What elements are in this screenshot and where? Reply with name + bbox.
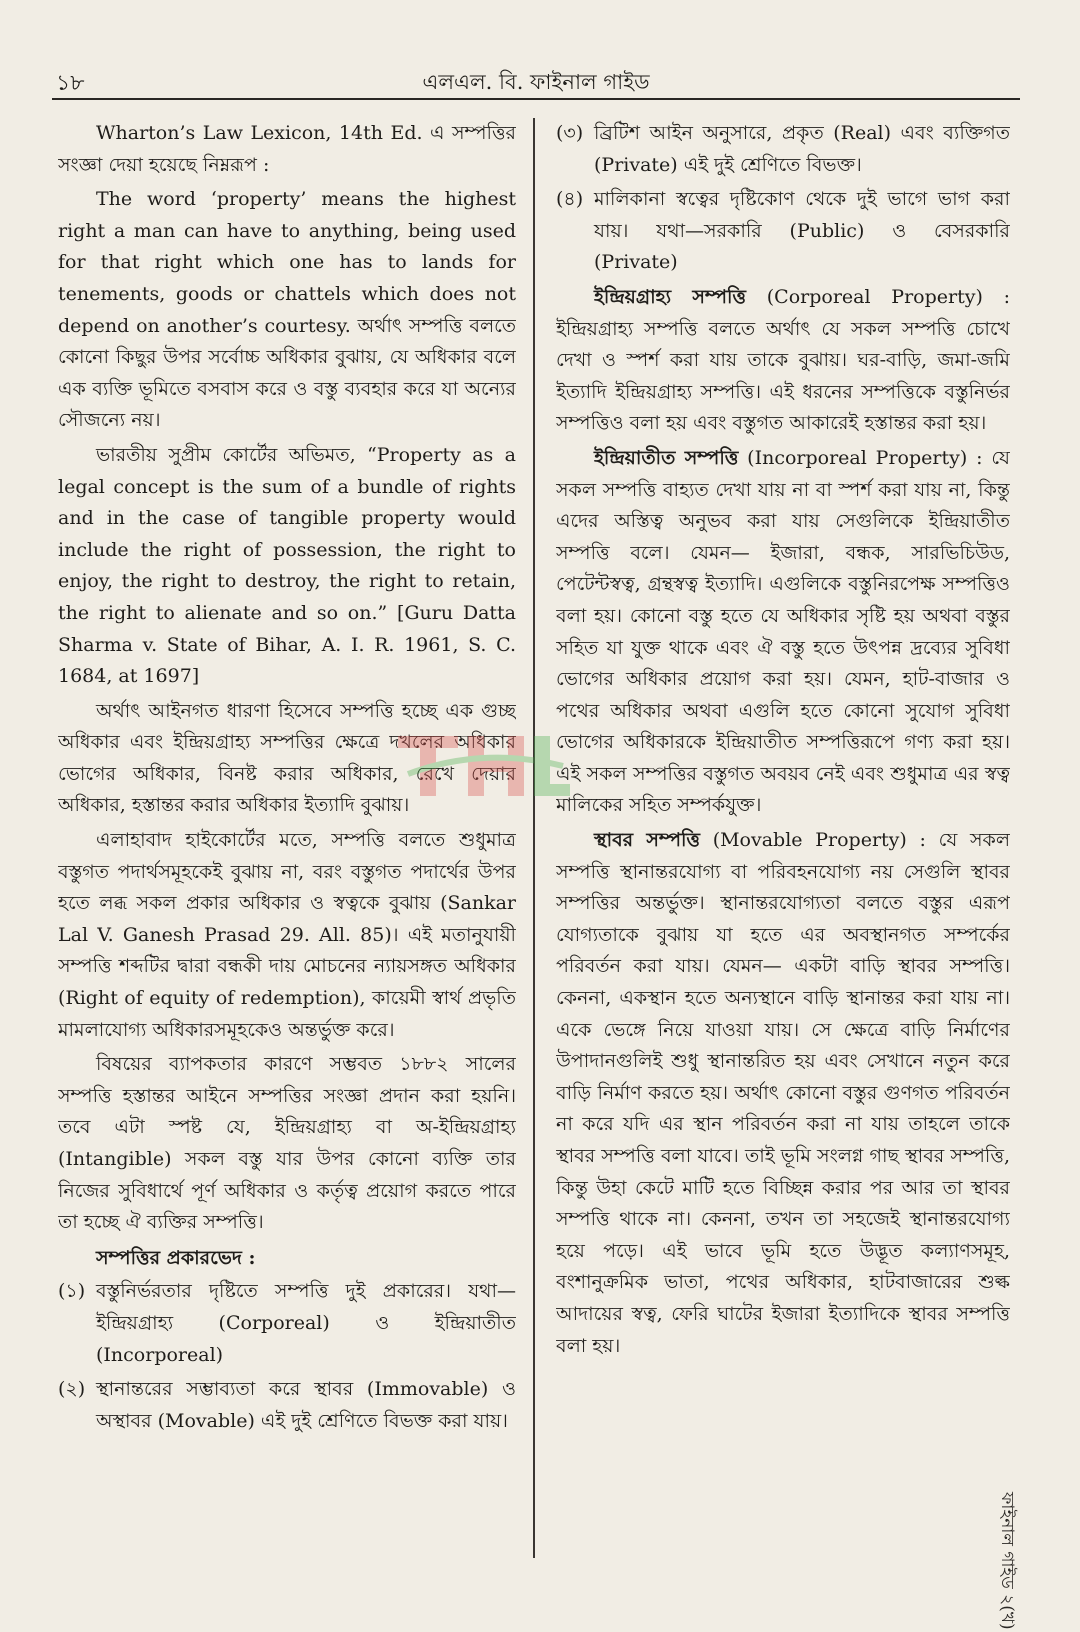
list-item [556, 118, 1010, 181]
list-number: (৪) [556, 188, 584, 211]
running-title: এলএল. বি. ফাইনাল গাইড [422, 70, 650, 94]
list-number: (২) [58, 1378, 86, 1401]
section-heading-types: সম্পত্তির প্রকারভেদ : [96, 1246, 256, 1269]
text-immovable: (Movable Property) : যে সকল সম্পত্তি স্থানান্তরযোগ্য বা পরিবহনযোগ্য নয় সেগুলি স্থাবর সম্পত্তির অন্তর্ভুক্ত। স্থানান্তরযোগ্যতা বলতে বস্তুর এরূপ যোগ্যতাকে বুঝায় যা হতে এর অবস্থানগত সম্পর্কের পরিবর্তন করা যায়। যেমন— একটা বাড়ি স্থাবর সম্পত্তি। কেননা, একস্থান হতে অন্যস্থানে বাড়ি স্থানান্তর করা যায় না। একে ভেঙ্গে নিয়ে যাওয়া যায়। সে ক্ষেত্রে বাড়ি নির্মাণের উপাদানগুলিই শুধু স্থানান্তরিত হয় এবং সেখানে নতুন করে বাড়ি নির্মাণ করতে হয়। অর্থাৎ কোনো বস্তুর গুণগত পরিবর্তন না করে যদি এর স্থান পরিবর্তন করা না যায় তাহলে তাকে স্থাবর সম্পত্তি বলা যাবে। তাই ভূমি সংলগ্ন গাছ স্থাবর সম্পত্তি, কিন্তু উহা কেটে মাটি হতে বিচ্ছিন্ন করার পর আর তা স্থাবর সম্পত্তি থাকে না। কেননা, তখন তা সহজেই স্থানান্তরযোগ্য হয়ে পড়ে। এই ভাবে ভূমি হতে উদ্ভূত কল্যাণসমূহ, বংশানুক্রমিক ভাতা, পথের অধিকার, হাটবাজারের শুল্ক আদায়ের স্বত্ব, ফেরি ঘাটের ইজারা ইত্যাদিকে স্থাবর সম্পত্তি বলা হয়। [556, 829, 1010, 1357]
side-label-text: ফাইনাল গাইড ২(খ) [997, 1492, 1017, 1630]
paragraph-transfer-act: বিষয়ের ব্যাপকতার কারণে সম্ভবত ১৮৮২ সালের সম্পত্তি হস্তান্তর আইনে সম্পত্তির সংজ্ঞা প্রদান করা হয়নি। তবে এটা স্পষ্ট যে, ইন্দ্রিয়গ্রাহ্য বা অ-ইন্দ্রিয়গ্রাহ্য (Intangible) সকল বস্তু যার উপর কোনো ব্যক্তি তার নিজের সুবিধার্থে পূর্ণ অধিকার ও কর্তৃত্ব প্রয়োগ করতে পারে তা হচ্ছে ঐ ব্যক্তির সম্পত্তি। [58, 1053, 516, 1234]
paragraph-allahabad-court: এলাহাবাদ হাইকোর্টের মতে, সম্পত্তি বলতে শুধুমাত্র বস্তুগত পদার্থসমূহকেই বুঝায় না, বরং বস্তুগত পদার্থের উপর হতে লব্ধ সকল প্রকার অধিকার ও স্বত্বকে বুঝায় (Sankar Lal V. Ganesh Prasad 29. All. 85)। এই মতানুযায়ী সম্পত্তি শব্দটির দ্বারা বন্ধকী দায় মোচনের ন্যায়সঙ্গত অধিকার (Right of equity of redemption), কায়েমী স্বার্থ প্রভৃতি মামলাযোগ্য অধিকারসমূহকেও অন্তর্ভুক্ত করে। [58, 829, 516, 1041]
watermark-logo-icon [388, 716, 578, 806]
list-text: মালিকানা স্বত্বের দৃষ্টিকোণ থেকে দুই ভাগে ভাগ করা যায়। যথা—সরকারি (Public) ও বেসরকারি (Private) [594, 188, 1010, 274]
page-number: ১৮ [56, 71, 85, 96]
paragraph-lexicon-intro: Wharton’s Law Lexicon, 14th Ed. এ সম্পত্তির সংজ্ঞা দেয়া হয়েছে নিম্নরূপ : [58, 122, 516, 176]
paragraph-corporeal [556, 282, 1010, 440]
paragraph-immovable [556, 825, 1010, 1362]
term-corporeal: ইন্দ্রিয়গ্রাহ্য সম্পত্তি [594, 285, 747, 308]
list-text: স্থানান্তরের সম্ভাব্যতা করে স্থাবর (Immovable) ও অস্থাবর (Movable) এই দুই শ্রেণিতে বিভক্ত করা যায়। [96, 1378, 516, 1432]
side-label [992, 1478, 1020, 1630]
right-column [556, 118, 1010, 1588]
term-immovable: স্থাবর সম্পত্তি [594, 829, 700, 852]
paragraph-incorporeal [556, 443, 1010, 822]
list-number: (৩) [556, 122, 584, 144]
list-item [556, 184, 1010, 279]
paragraph-property-definition: The word ‘property’ means the highest right a man can have to anything, being used for that right which one has to lands for tenements, goods or chattels which does not depend on another’s courtesy. অর্থাৎ সম্পত্তি বলতে কোনো কিছুর উপর সর্বোচ্চ অধিকার বুঝায়, যে অধিকার বলে এক ব্যক্তি ভূমিতে বসবাস করে ও বস্তু ব্যবহার করে যা অন্যের সৌজন্যে নয়। [58, 188, 516, 432]
page-header [52, 62, 1020, 100]
paragraph-legal-concept: অর্থাৎ আইনগত ধারণা হিসেবে সম্পত্তি হচ্ছে এক গুচ্ছ অধিকার এবং ইন্দ্রিয়গ্রাহ্য সম্পত্তির ক্ষেত্রে দখলের অধিকার ভোগের অধিকার, বিনষ্ট করার অধিকার, রেখে দেয়ার অধিকার, হস্তান্তর করার অধিকার ইত্যাদি বুঝায়। [58, 699, 516, 817]
paragraph-supreme-court: ভারতীয় সুপ্রীম কোর্টের অভিমত, “Property as a legal concept is the sum of a bundle of rights and in the case of tangible property would include the right of possession, the right to enjoy, the right to destroy, the right to retain, the right to alienate and so on.” [Guru Datta Sharma v. State of Bihar, A. I. R. 1961, S. C. 1684, at 1697] [58, 443, 516, 688]
term-incorporeal: ইন্দ্রিয়াতীত সম্পত্তি [594, 446, 739, 469]
list-item [58, 1374, 516, 1437]
list-item [58, 1276, 516, 1371]
text-corporeal: (Corporeal Property) : ইন্দ্রিয়গ্রাহ্য সম্পত্তি বলতে অর্থাৎ যে সকল সম্পত্তি চোখে দেখা ও স্পর্শ করা যায় তাকে বুঝায়। ঘর-বাড়ি, জমা-জমি ইত্যাদি ইন্দ্রিয়গ্রাহ্য সম্পত্তি। এই ধরনের সম্পত্তিকে বস্তুনির্ভর সম্পত্তিও বলা হয় এবং বস্তুগত আকারেই হস্তান্তর করা হয়। [556, 285, 1010, 435]
list-text: বস্তুনির্ভরতার দৃষ্টিতে সম্পত্তি দুই প্রকারের। যথা—ইন্দ্রিয়গ্রাহ্য (Corporeal) ও ইন্দ্রিয়াতীত (Incorporeal) [96, 1280, 516, 1366]
column-divider [533, 118, 535, 1558]
list-text: ব্রিটিশ আইন অনুসারে, প্রকৃত (Real) এবং ব্যক্তিগত (Private) এই দুই শ্রেণিতে বিভক্ত। [594, 122, 1010, 176]
left-column [58, 118, 516, 1588]
text-incorporeal: (Incorporeal Property) : যে সকল সম্পত্তি বাহ্যত দেখা যায় না বা স্পর্শ করা যায় না, কিন্তু এদের অস্তিত্ব অনুভব করা যায় সেগুলিকে ইন্দ্রিয়াতীত সম্পত্তি বলে। যেমন— ইজারা, বন্ধক, সারভিচিউড, পেটেন্টস্বত্ব, গ্রন্থস্বত্ব ইত্যাদি। এগুলিকে বস্তুনিরপেক্ষ সম্পত্তিও বলা হয়। কোনো বস্তু হতে যে অধিকার সৃষ্টি হয় অথবা বস্তুর সহিত যা যুক্ত থাকে এবং ঐ বস্তু হতে উৎপন্ন দ্রব্যের সুবিধা ভোগের অধিকার প্রয়োগ করা হয়। যেমন, হাট-বাজার ও পথের অধিকার অথবা এগুলি হতে কোনো সুযোগ সুবিধা ভোগের অধিকারকে ইন্দ্রিয়াতীত সম্পত্তিরূপে গণ্য করা হয়। এই সকল সম্পত্তির বস্তুগত অবয়ব নেই এবং শুধুমাত্র এর স্বত্ব মালিকের সহিত সম্পর্কযুক্ত। [556, 446, 1010, 817]
list-number: (১) [58, 1280, 86, 1303]
